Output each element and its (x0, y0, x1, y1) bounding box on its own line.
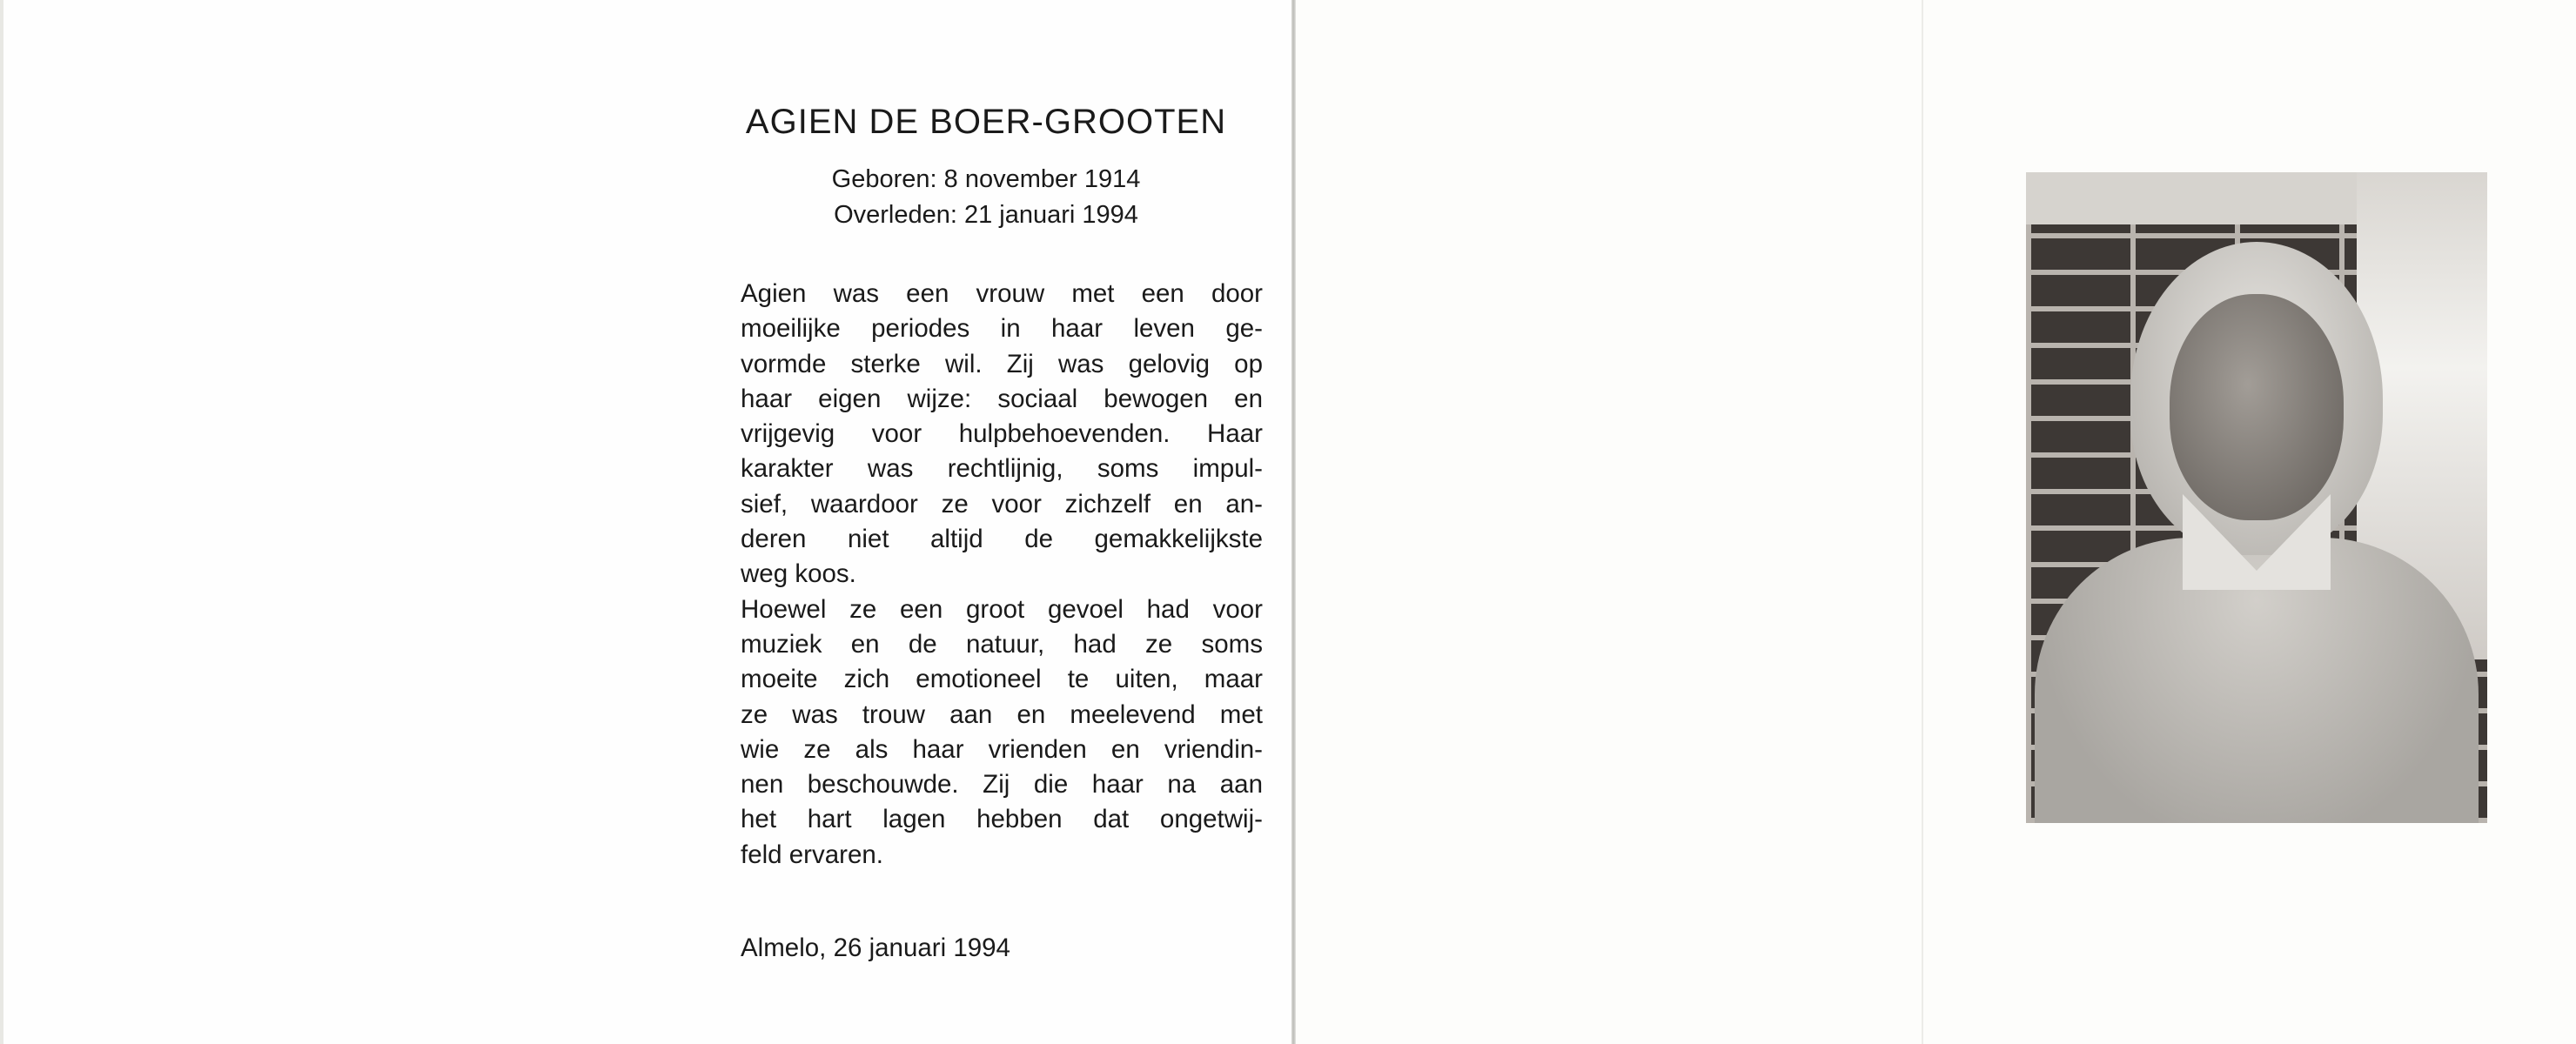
card-fold-line (1291, 0, 1296, 1044)
text-line: het hart lagen hebben dat ongetwij- (741, 805, 1263, 834)
card-edge (0, 0, 3, 1044)
text-line: Hoewel ze een groot gevoel had voor (741, 594, 1263, 624)
text-line: ze was trouw aan en meelevend met (741, 699, 1263, 729)
card-crease (1922, 0, 1923, 1044)
portrait-photo (2026, 172, 2487, 823)
text-line: deren niet altijd de gemakkelijkste (741, 525, 1263, 554)
text-line: feld ervaren. (741, 840, 883, 869)
memorial-text (741, 277, 1263, 873)
birth-date: Geboren: 8 november 1914 (831, 165, 1141, 193)
text-line: vrijgevig voor hulpbehoevenden. Haar (741, 419, 1263, 449)
text-line: wie ze als haar vrienden en vriendin- (741, 734, 1263, 764)
life-dates (609, 162, 1363, 233)
text-line: muziek en de natuur, had ze soms (741, 629, 1263, 659)
place-and-date: Almelo, 26 januari 1994 (741, 934, 1010, 962)
text-line: haar eigen wijze: sociaal bewogen en (741, 384, 1263, 413)
face (2170, 294, 2344, 520)
text-line: weg koos. (741, 559, 856, 589)
text-line: karakter was rechtlijnig, soms impul- (741, 454, 1263, 484)
text-line: moeite zich emotioneel te uiten, maar (741, 665, 1263, 694)
deceased-name: AGIEN DE BOER-GROOTEN (745, 103, 1227, 141)
text-line: moeilijke periodes in haar leven ge- (741, 314, 1263, 344)
death-date: Overleden: 21 januari 1994 (834, 201, 1138, 229)
text-line: nen beschouwde. Zij die haar na aan (741, 770, 1263, 800)
text-line: vormde sterke wil. Zij was gelovig op (741, 349, 1263, 378)
text-line: Agien was een vrouw met een door (741, 279, 1263, 308)
text-line: sief, waardoor ze voor zichzelf en an- (741, 489, 1263, 519)
